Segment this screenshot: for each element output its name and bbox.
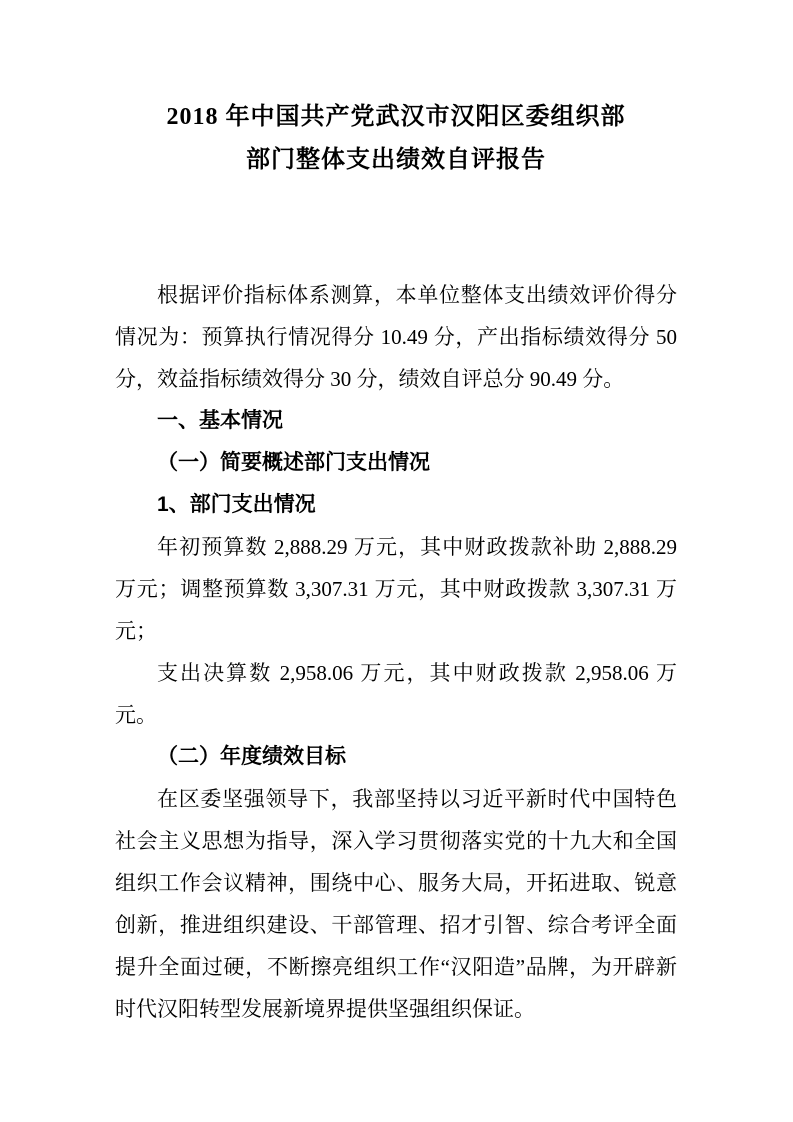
expenditure-paragraph: 支出决算数 2,958.06 万元，其中财政拨款 2,958.06 万元。 (115, 661, 677, 727)
goals-paragraph: 在区委坚强领导下，我部坚持以习近平新时代中国特色社会主义思想为指导，深入学习贯彻落实党的十九大和全国组织工作会议精神，围绕中心、服务大局，开拓进取、锐意创新，推进组织建设、干部管理、招才引智、综合考评全面提升全面过硬，不断擦亮组织工作“汉阳造”品牌，为开辟新时代汉阳转型发展新境界提供坚强组织保证。 (115, 787, 677, 1021)
budget-paragraph: 年初预算数 2,888.29 万元，其中财政拨款补助 2,888.29 万元；调整预算数 3,307.31 万元，其中财政拨款 3,307.31 万元； (115, 535, 677, 643)
document-title (115, 96, 677, 182)
subheading-department-expenditure: 1、部门支出情况 (157, 493, 316, 516)
document-title-line-2: 部门整体支出绩效自评报告 (246, 147, 546, 173)
section-heading-basic-situation: 一、基本情况 (157, 409, 283, 432)
document-title-line-1: 2018 年中国共产党武汉市汉阳区委组织部 (166, 104, 626, 130)
intro-paragraph: 根据评价指标体系测算，本单位整体支出绩效评价得分情况为：预算执行情况得分 10.49 分，产出指标绩效得分 50 分，效益指标绩效得分 30 分，绩效自评总分 90.49 分。 (115, 283, 677, 391)
subsection-heading-expenditure-overview: （一）简要概述部门支出情况 (157, 451, 430, 474)
subsection-heading-annual-performance-goals: （二）年度绩效目标 (157, 745, 346, 768)
